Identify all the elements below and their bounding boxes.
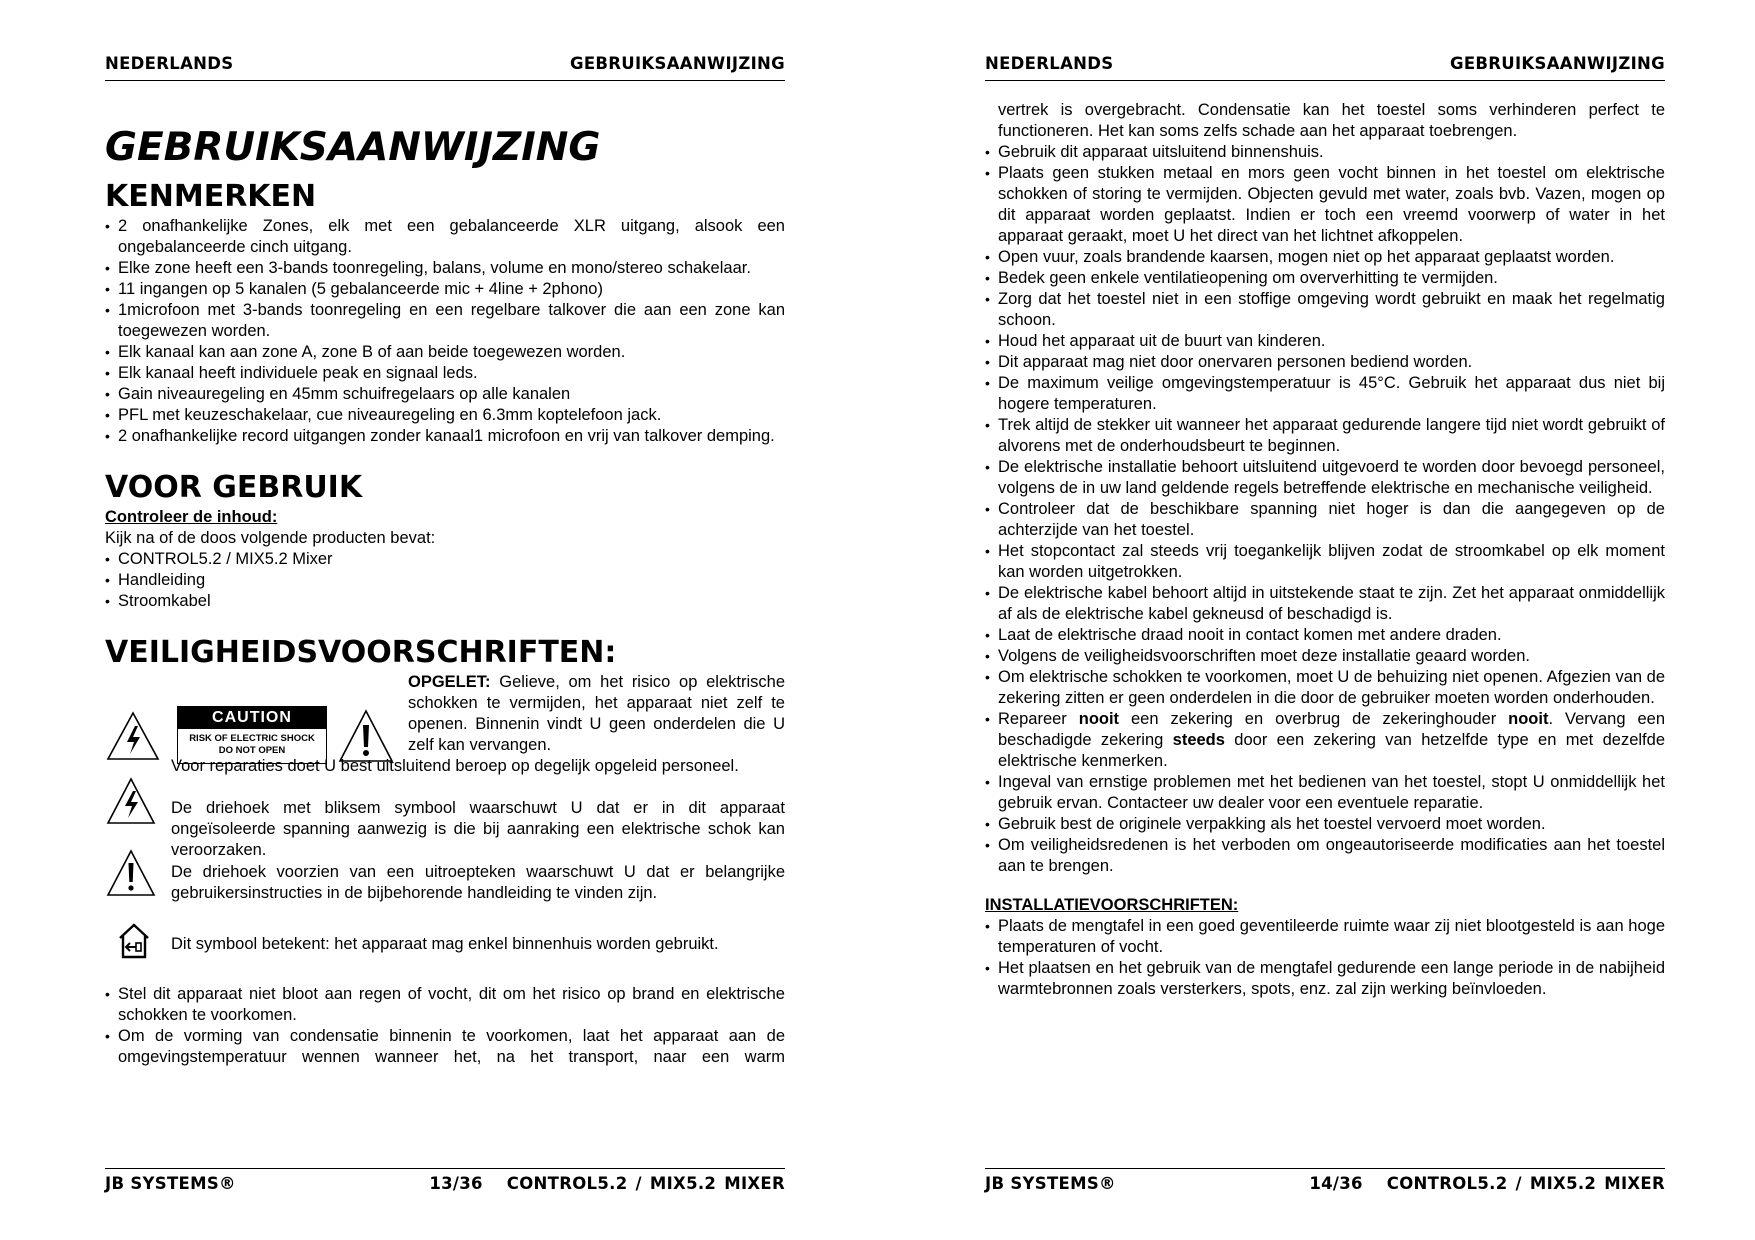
exclamation-warning-icon	[105, 848, 157, 904]
contents-list	[105, 549, 785, 612]
header-language: NEDERLANDS	[985, 54, 1114, 73]
kenmerken-heading: KENMERKEN	[105, 179, 317, 214]
page-title: GEBRUIKSAANWIJZING	[105, 125, 601, 170]
safety-list	[105, 984, 785, 1068]
indoor-use-icon	[117, 922, 151, 966]
list-item: • Laat de elektrische draad nooit in contact komen met andere draden.	[985, 625, 1665, 646]
footer-brand: JB SYSTEMS®	[105, 1174, 236, 1193]
list-item: • Ingeval van ernstige problemen met het bedienen van het toestel, stopt U onmiddellijk het gebruik ervan. Contacteer uw dealer voor een eventuele reparatie.	[985, 772, 1665, 814]
indoor-explanation: Dit symbool betekent: het apparaat mag enkel binnenhuis worden gebruikt.	[171, 935, 719, 953]
kenmerken-list	[105, 216, 785, 447]
list-item: • Houd het apparaat uit de buurt van kinderen.	[985, 331, 1665, 352]
left-content	[105, 124, 785, 1068]
page-number: 14/36	[1309, 1174, 1363, 1193]
running-footer	[105, 1168, 785, 1193]
list-item: • Volgens de veiligheidsvoorschriften moet deze installatie geaard worden.	[985, 646, 1665, 667]
footer-product: CONTROL5.2 / MIX5.2 MIXER	[506, 1174, 785, 1193]
caution-risk: RISK OF ELECTRIC SHOCK	[189, 733, 315, 744]
list-item: • Om de vorming van condensatie binnenin te voorkomen, laat het apparaat aan de omgevingstemperatuur wennen wanneer het, na het transport, naar een warm	[105, 1026, 785, 1068]
running-header	[105, 54, 785, 81]
header-section: GEBRUIKSAANWIJZING	[1450, 54, 1665, 73]
list-item: • Elk kanaal heeft individuele peak en signaal leds.	[105, 363, 785, 384]
opgelet-label: OPGELET:	[408, 673, 491, 691]
list-item: • Bedek geen enkele ventilatieopening om oververhitting te vermijden.	[985, 268, 1665, 289]
page-number: 13/36	[429, 1174, 483, 1193]
list-item: • Om veiligheidsredenen is het verboden om ongeautoriseerde modificaties aan het toestel aan te brengen.	[985, 835, 1665, 877]
list-item: • Gain niveauregeling en 45mm schuifregelaars op alle kanalen	[105, 384, 785, 405]
header-language: NEDERLANDS	[105, 54, 234, 73]
fuse-item: • Repareer nooit een zekering en overbrug de zekeringhouder nooit. Vervang een beschadigde zekering steeds door een zekering van hetzelfde type en met dezelfde elektrische kenmerken.	[985, 709, 1665, 772]
list-item: • Trek altijd de stekker uit wanneer het apparaat gedurende langere tijd niet wordt gebruikt of alvorens met de onderhoudsbeurt te beginnen.	[985, 415, 1665, 457]
exclamation-explanation: De driehoek voorzien van een uitroepteken waarschuwt U dat er belangrijke gebruikersinstructies in de bijbehorende handleiding te vinden zijn.	[171, 863, 785, 902]
continued-paragraph: vertrek is overgebracht. Condensatie kan het toestel soms verhinderen perfect te functioneren. Het kan soms zelfs schade aan het apparaat toebrengen.	[998, 101, 1665, 140]
list-item: • Handleiding	[105, 570, 785, 591]
running-footer	[985, 1168, 1665, 1193]
lightning-explanation: De driehoek met bliksem symbool waarschuwt U dat er in dit apparaat ongeïsoleerde spanning aanwezig is die bij aanraking een elektrische schok kan veroorzaken.	[171, 799, 785, 859]
caution-open: DO NOT OPEN	[218, 745, 286, 756]
footer-brand: JB SYSTEMS®	[985, 1174, 1116, 1193]
safety-list-continued	[985, 142, 1665, 877]
list-item: • De elektrische kabel behoort altijd in uitstekende staat te zijn. Zet het apparaat onmiddellijk af als de elektrische kabel gekneusd of beschadigd is.	[985, 583, 1665, 625]
list-item: • 2 onafhankelijke record uitgangen zonder kanaal1 microfoon en vrij van talkover demping.	[105, 426, 785, 447]
install-list	[985, 916, 1665, 1000]
lightning-warning-icon	[105, 776, 157, 832]
list-item: • De maximum veilige omgevingstemperatuur is 45°C. Gebruik het apparaat dus niet bij hogere temperaturen.	[985, 373, 1665, 415]
running-header	[985, 54, 1665, 81]
caution-title: CAUTION	[178, 707, 326, 729]
list-item: • Open vuur, zoals brandende kaarsen, mogen niet op het apparaat geplaatst worden.	[985, 247, 1665, 268]
list-item: • CONTROL5.2 / MIX5.2 Mixer	[105, 549, 785, 570]
opgelet-text: Gelieve, om het risico op elektrische schokken te vermijden, het apparaat niet zelf te openen. Binnenin vindt U geen onderdelen die U zelf kan vervangen.	[408, 673, 785, 754]
header-section: GEBRUIKSAANWIJZING	[570, 54, 785, 73]
right-content	[985, 100, 1665, 1000]
list-item: • Het stopcontact zal steeds vrij toegankelijk blijven zodat de stroomkabel op elk moment kan worden uitgetrokken.	[985, 541, 1665, 583]
footer-product: CONTROL5.2 / MIX5.2 MIXER	[1386, 1174, 1665, 1193]
lightning-warning-icon	[105, 710, 161, 768]
list-item: • Plaats de mengtafel in een goed geventileerde ruimte waar zij niet blootgesteld is aan hoge temperaturen of vocht.	[985, 916, 1665, 958]
list-item: • Zorg dat het toestel niet in een stoffige omgeving wordt gebruikt en maak het regelmatig schoon.	[985, 289, 1665, 331]
left-page	[105, 0, 785, 1240]
list-item: • Gebruik dit apparaat uitsluitend binnenshuis.	[985, 142, 1665, 163]
list-item: • 11 ingangen op 5 kanalen (5 gebalanceerde mic + 4line + 2phono)	[105, 279, 785, 300]
list-item: • Controleer dat de beschikbare spanning niet hoger is dan die aangegeven op de achterzijde van het toestel.	[985, 499, 1665, 541]
voor-gebruik-heading: VOOR GEBRUIK	[105, 470, 363, 505]
list-item: • Plaats geen stukken metaal en mors geen vocht binnen in het toestel om elektrische schokken of storing te vermijden. Objecten gevuld met water, zoals bvb. Vazen, mogen op dit apparaat worden geplaatst. Indien er toch een vreemd voorwerp of water in het apparaat geraakt, moet U het direct van het lichtnet afkoppelen.	[985, 163, 1665, 247]
contents-intro: Kijk na of de doos volgende producten bevat:	[105, 529, 436, 547]
safety-heading: VEILIGHEIDSVOORSCHRIFTEN:	[105, 635, 617, 670]
list-item: • Stroomkabel	[105, 591, 785, 612]
install-heading: INSTALLATIEVOORSCHRIFTEN:	[985, 896, 1239, 914]
opgelet-paragraph	[408, 672, 785, 756]
list-item: • Het plaatsen en het gebruik van de mengtafel gedurende een lange periode in de nabijheid warmtebronnen zoals versterkers, spots, enz. zal zijn werking beïnvloeden.	[985, 958, 1665, 1000]
safety-block	[105, 672, 785, 978]
contents-subheading: Controleer de inhoud:	[105, 508, 278, 526]
list-item: • Elk kanaal kan aan zone A, zone B of aan beide toegewezen worden.	[105, 342, 785, 363]
list-item: • 2 onafhankelijke Zones, elk met een gebalanceerde XLR uitgang, alsook een ongebalanceerde cinch uitgang.	[105, 216, 785, 258]
list-item: • Gebruik best de originele verpakking als het toestel vervoerd moet worden.	[985, 814, 1665, 835]
list-item: • Stel dit apparaat niet bloot aan regen of vocht, dit om het risico op brand en elektrische schokken te voorkomen.	[105, 984, 785, 1026]
right-page	[985, 0, 1665, 1240]
list-item: • 1microfoon met 3-bands toonregeling en een regelbare talkover die aan een zone kan toegewezen worden.	[105, 300, 785, 342]
list-item: • Dit apparaat mag niet door onervaren personen bediend worden.	[985, 352, 1665, 373]
repair-text: Voor reparaties doet U best uitsluitend beroep op degelijk opgeleid personeel.	[171, 757, 739, 775]
list-item: • Om elektrische schokken te voorkomen, moet U de behuizing niet openen. Afgezien van de zekering zitten er geen onderdelen in die door de gebruiker moeten worden onderhouden.	[985, 667, 1665, 709]
list-item: • De elektrische installatie behoort uitsluitend uitgevoerd te worden door bevoegd personeel, volgens de in uw land geldende regels betreffende elektrische en mechanische veiligheid.	[985, 457, 1665, 499]
list-item: • PFL met keuzeschakelaar, cue niveauregeling en 6.3mm koptelefoon jack.	[105, 405, 785, 426]
list-item: • Elke zone heeft een 3-bands toonregeling, balans, volume en mono/stereo schakelaar.	[105, 258, 785, 279]
